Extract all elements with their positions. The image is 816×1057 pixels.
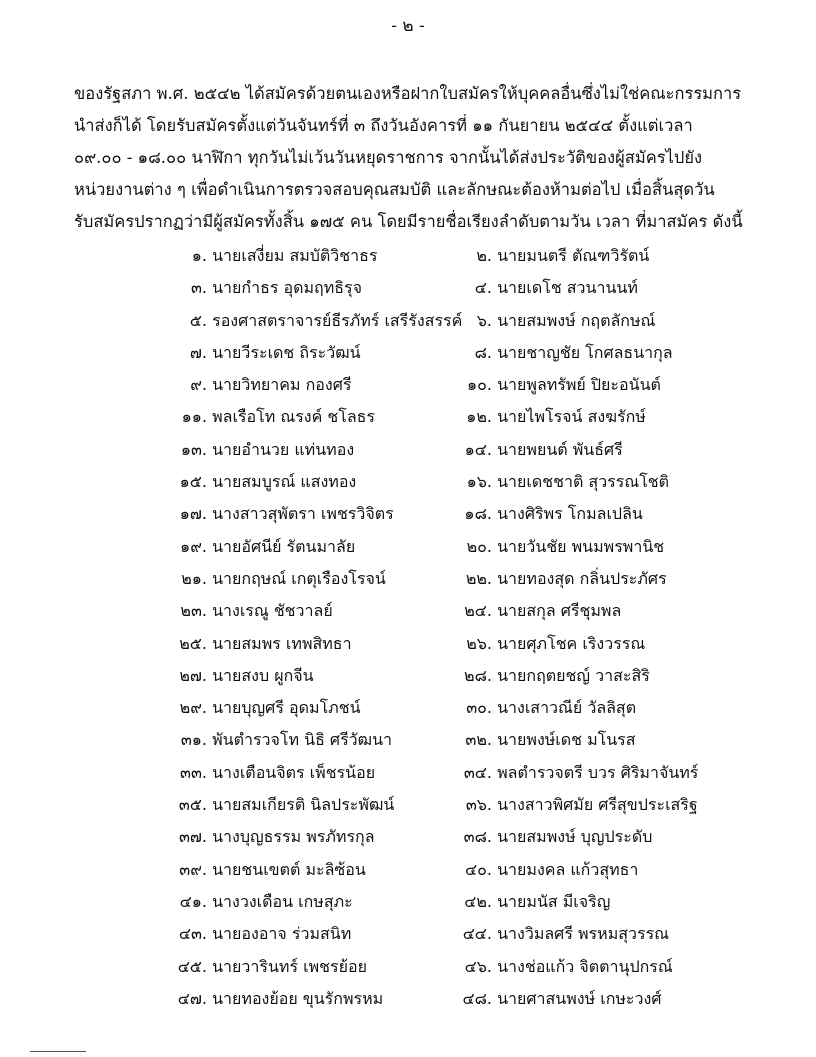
applicant-name: นางวงเดือน เกษสุภะ <box>212 891 353 911</box>
applicant-item <box>155 886 353 918</box>
applicant-number: ๒๔. <box>464 601 492 621</box>
applicant-row <box>0 628 816 660</box>
applicant-number: ๒๐. <box>466 536 492 556</box>
applicant-number: ๔๗. <box>177 988 207 1008</box>
applicant-name: รองศาสตราจารย์ธีรภัทร์ เสรีรังสรรค์ <box>212 310 463 330</box>
applicant-name: นายวารินทร์ เพชรย้อย <box>212 956 367 976</box>
applicant-name: นายวันชัย พนมพรพานิช <box>497 536 665 556</box>
applicant-item <box>155 918 351 950</box>
applicant-name: นายอัศนีย์ รัตนมาลัย <box>212 536 356 556</box>
applicant-row <box>0 724 816 756</box>
applicant-number: ๒. <box>476 246 492 265</box>
applicant-number: ๔๐. <box>465 859 492 879</box>
applicant-item <box>450 563 667 595</box>
applicant-name: นางสาวพิศมัย ศรีสุขประเสริฐ <box>497 795 698 815</box>
applicant-item <box>155 692 361 724</box>
applicant-name: นายสมพร เทพสิทธา <box>212 633 352 653</box>
applicant-row <box>0 951 816 983</box>
applicant-number: ๘. <box>474 342 492 362</box>
applicant-name: นายเสงี่ยม สมบัติวิชาธร <box>212 246 378 265</box>
applicant-name: นางเสาวณีย์ วัลลิสุต <box>497 698 637 718</box>
applicant-number: ๓๑. <box>180 730 207 750</box>
applicant-item <box>155 337 361 369</box>
applicant-row <box>0 498 816 530</box>
applicant-item <box>450 757 698 789</box>
applicant-row <box>0 983 816 1015</box>
applicant-name: นายชาญชัย โกศลธนากุล <box>497 342 673 362</box>
paragraph-line: ของรัฐสภา พ.ศ. ๒๕๔๒ ได้สมัครด้วยตนเองหรือฝากใบสมัครให้บุคคลอื่นซึ่งไม่ใช่คณะกรรมการ <box>74 84 742 103</box>
applicant-number: ๓๕. <box>178 795 207 815</box>
applicant-item <box>450 240 649 272</box>
applicant-row <box>0 272 816 304</box>
applicant-number: ๔๔. <box>462 924 492 944</box>
applicant-row <box>0 401 816 433</box>
applicant-name: นางเตือนจิตร เพ็ชรน้อย <box>212 762 376 782</box>
applicant-number: ๓๓. <box>180 762 207 782</box>
applicant-item <box>155 951 367 983</box>
applicant-item <box>450 660 650 692</box>
applicant-name: นายสมพงษ์ กฤตลักษณ์ <box>497 310 656 330</box>
applicant-number: ๑. <box>191 246 207 265</box>
applicant-item <box>155 466 356 498</box>
applicant-name: นายพูลทรัพย์ ปิยะอนันต์ <box>497 375 661 395</box>
applicant-row <box>0 660 816 692</box>
applicant-row <box>0 757 816 789</box>
applicant-item <box>450 789 698 821</box>
applicant-list <box>0 240 816 1015</box>
applicant-number: ๓๔. <box>463 762 492 782</box>
applicant-name: นายสมเกียรติ นิลประพัฒน์ <box>212 795 395 815</box>
applicant-item <box>450 983 661 1015</box>
applicant-item <box>155 789 394 821</box>
applicant-number: ๑๖. <box>466 472 492 492</box>
applicant-number: ๓๖. <box>465 795 492 815</box>
applicant-item <box>450 531 664 563</box>
applicant-number: ๑๔. <box>464 439 492 459</box>
applicant-number: ๕. <box>189 310 207 330</box>
applicant-name: นายกฤษณ์ เกตุเรืองโรจน์ <box>212 568 386 588</box>
applicant-item <box>155 369 351 401</box>
applicant-name: นายพงษ์เดช มโนรส <box>497 730 636 750</box>
applicant-name: นายเดโช สวนานนท์ <box>497 278 638 298</box>
applicant-item <box>450 854 638 886</box>
applicant-number: ๒๑. <box>181 568 207 588</box>
applicant-item <box>155 272 362 304</box>
applicant-number: ๓๙. <box>179 859 207 879</box>
applicant-name: นายองอาจ ร่วมสนิท <box>212 924 352 944</box>
applicant-number: ๔๖. <box>464 956 492 976</box>
applicant-number: ๒๒. <box>465 568 492 588</box>
applicant-item <box>450 401 646 433</box>
applicant-item <box>450 692 636 724</box>
applicant-number: ๒๙. <box>179 698 207 718</box>
applicant-name: พลตำรวจตรี บวร ศิริมาจันทร์ <box>497 762 699 782</box>
applicant-row <box>0 918 816 950</box>
body-paragraph <box>74 78 774 238</box>
applicant-item <box>155 628 352 660</box>
applicant-item <box>450 628 645 660</box>
applicant-item <box>450 337 673 369</box>
applicant-item <box>450 821 652 853</box>
applicant-item <box>155 531 355 563</box>
applicant-number: ๒๓. <box>180 601 207 621</box>
page-number: - ๒ - <box>391 16 425 36</box>
applicant-row <box>0 305 816 337</box>
applicant-number: ๓๐. <box>466 698 492 718</box>
applicant-row <box>0 821 816 853</box>
applicant-row <box>0 563 816 595</box>
applicant-number: ๑๒. <box>466 407 492 427</box>
applicant-name: นายศาสนพงษ์ เกษะวงศ์ <box>497 988 662 1008</box>
applicant-item <box>450 434 623 466</box>
applicant-number: ๗. <box>189 342 207 362</box>
paragraph-line: นำส่งก็ได้ โดยรับสมัครตั้งแต่วันจันทร์ที่ ๓ ถึงวันอังคารที่ ๑๑ กันยายน ๒๕๔๔ ตั้งแต่เวลา <box>74 116 693 135</box>
applicant-row <box>0 466 816 498</box>
applicant-item <box>450 886 610 918</box>
applicant-name: นายพยนต์ พันธ์ศรี <box>497 439 623 459</box>
applicant-row <box>0 240 816 272</box>
applicant-number: ๑๘. <box>464 504 492 524</box>
footer-divider <box>30 1051 86 1052</box>
applicant-item <box>450 951 673 983</box>
applicant-number: ๓๗. <box>178 827 207 847</box>
applicant-number: ๓๒. <box>465 730 492 750</box>
applicant-name: นายเดชชาติ สุวรรณโชติ <box>497 472 670 492</box>
applicant-number: ๙. <box>190 375 207 395</box>
applicant-number: ๔๓. <box>178 924 207 944</box>
applicant-name: นายชนเขตต์ มะลิซ้อน <box>212 859 366 879</box>
applicant-name: นางศิริพร โกมลเปลิน <box>497 504 643 524</box>
applicant-name: นายมงคล แก้วสุทธา <box>497 859 639 879</box>
applicant-item <box>450 595 621 627</box>
applicant-item <box>155 240 378 272</box>
applicant-row <box>0 854 816 886</box>
applicant-item <box>155 983 383 1015</box>
applicant-item <box>450 918 669 950</box>
applicant-name: นายไพโรจน์ สงฆรักษ์ <box>497 407 646 427</box>
applicant-name: นายสมพงษ์ บุญประดับ <box>497 827 653 847</box>
applicant-name: นายมนตรี ตัณฑวิรัตน์ <box>497 246 650 265</box>
applicant-name: นายสกุล ศรีชุมพล <box>497 601 622 621</box>
applicant-item <box>155 595 333 627</box>
applicant-name: นายกฤตยชญ์ วาสะสิริ <box>497 665 650 685</box>
applicant-row <box>0 886 816 918</box>
paragraph-line: ๐๙.๐๐ - ๑๘.๐๐ นาฬิกา ทุกวันไม่เว้นวันหยุดราชการ จากนั้นได้ส่งประวัติของผู้สมัครไปยัง <box>74 148 703 167</box>
applicant-item <box>155 854 366 886</box>
applicant-item <box>450 272 638 304</box>
applicant-item <box>155 757 375 789</box>
paragraph-line: หน่วยงานต่าง ๆ เพื่อดำเนินการตรวจสอบคุณสมบัติ และลักษณะต้องห้ามต่อไป เมื่อสิ้นสุดวัน <box>74 180 715 199</box>
applicant-number: ๑๓. <box>180 439 207 459</box>
applicant-row <box>0 369 816 401</box>
applicant-name: นายสงบ ผูกจีน <box>212 665 314 685</box>
applicant-name: นายบุญศรี อุดมโภชน์ <box>212 698 361 718</box>
applicant-item <box>450 369 661 401</box>
applicant-number: ๔๒. <box>464 891 492 911</box>
applicant-name: นายกำธร อุดมฤทธิรุจ <box>212 278 363 298</box>
applicant-name: นายวีระเดช ถิระวัฒน์ <box>212 342 361 362</box>
applicant-number: ๑๗. <box>179 504 207 524</box>
applicant-row <box>0 789 816 821</box>
applicant-number: ๔๑. <box>179 891 207 911</box>
paragraph-line: รับสมัครปรากฏว่ามีผู้สมัครทั้งสิ้น ๑๗๕ คน โดยมีรายชื่อเรียงลำดับตามวัน เวลา ที่มาสมัคร ดังนี้ <box>74 212 743 231</box>
applicant-number: ๑๙. <box>180 536 207 556</box>
applicant-item <box>450 305 655 337</box>
applicant-number: ๑๕. <box>179 472 207 492</box>
applicant-name: นายวิทยาคม กองศรี <box>212 375 352 395</box>
applicant-item <box>450 724 636 756</box>
applicant-name: นางสาวสุพัตรา เพชรวิจิตร <box>212 504 394 524</box>
applicant-number: ๓. <box>190 278 207 298</box>
applicant-name: นางวิมลศรี พรหมสุวรรณ <box>497 924 670 944</box>
applicant-number: ๖. <box>476 310 492 330</box>
applicant-number: ๒๖. <box>466 633 492 653</box>
applicant-item <box>155 660 314 692</box>
applicant-number: ๔๘. <box>462 988 492 1008</box>
applicant-item <box>155 498 394 530</box>
applicant-item <box>450 498 643 530</box>
applicant-item <box>155 401 375 433</box>
applicant-number: ๔. <box>474 278 492 298</box>
applicant-number: ๓๘. <box>463 827 492 847</box>
applicant-row <box>0 531 816 563</box>
applicant-item <box>450 466 669 498</box>
applicant-name: นายทองย้อย ขุนรักพรหม <box>212 988 384 1008</box>
applicant-name: นางบุญธรรม พรภัทรกุล <box>212 827 375 847</box>
applicant-name: พันตำรวจโท นิธิ ศรีวัฒนา <box>212 730 393 750</box>
applicant-name: นางช่อแก้ว จิตตานุปกรณ์ <box>497 956 673 976</box>
applicant-name: นายมนัส มีเจริญ <box>497 891 611 911</box>
applicant-row <box>0 434 816 466</box>
applicant-name: นายสมบูรณ์ แสงทอง <box>212 472 357 492</box>
applicant-item <box>155 563 386 595</box>
applicant-number: ๔๕. <box>177 956 207 976</box>
applicant-name: นายทองสุด กลิ่นประภัศร <box>497 568 667 588</box>
applicant-name: นายอำนวย แท่นทอง <box>212 439 355 459</box>
applicant-number: ๒๘. <box>464 665 492 685</box>
applicant-name: พลเรือโท ณรงค์ ชโลธร <box>212 407 375 427</box>
applicant-number: ๑๑. <box>181 407 207 427</box>
applicant-number: ๒๗. <box>179 665 207 685</box>
applicant-row <box>0 337 816 369</box>
applicant-row <box>0 692 816 724</box>
applicant-item <box>155 305 462 337</box>
applicant-number: ๑๐. <box>466 375 492 395</box>
applicant-item <box>155 821 375 853</box>
applicant-item <box>155 724 392 756</box>
applicant-item <box>155 434 354 466</box>
applicant-number: ๒๕. <box>179 633 207 653</box>
applicant-name: นายศุภโชค เริงวรรณ <box>497 633 646 653</box>
applicant-name: นางเรณู ชัชวาลย์ <box>212 601 333 621</box>
applicant-row <box>0 595 816 627</box>
